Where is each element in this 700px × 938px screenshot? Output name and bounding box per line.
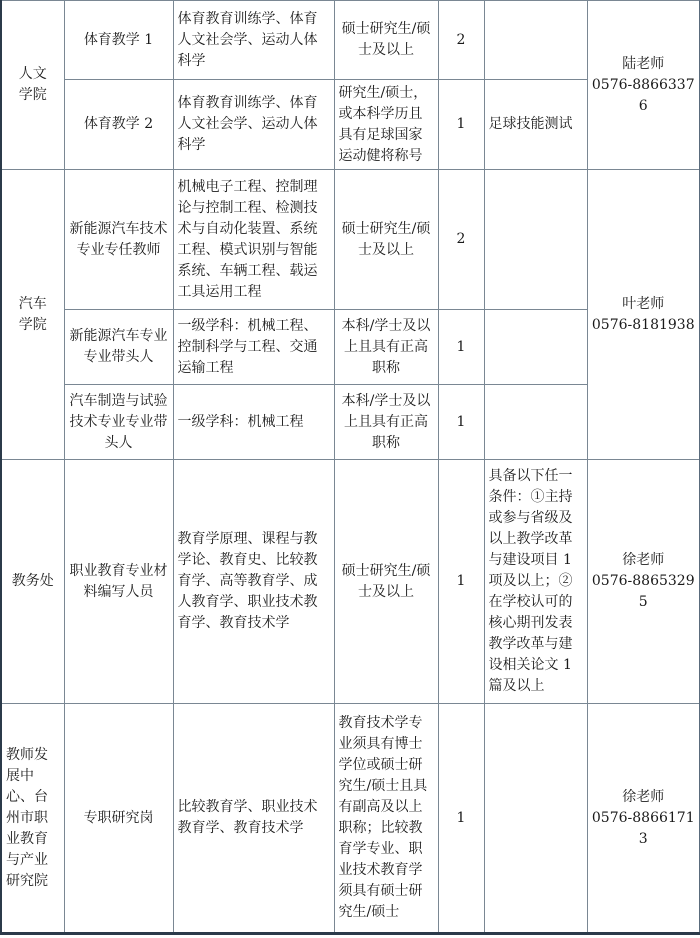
count-cell: 2	[438, 1, 484, 80]
major-cell: 机械电子工程、控制理论与控制工程、检测技术与自动化装置、系统工程、模式识别与智能系统、车辆工程、载运工具运用工程	[173, 170, 334, 310]
position-cell: 新能源汽车技术专业专任教师	[64, 170, 173, 310]
contact-cell: 徐老师 0576-88661713	[587, 704, 700, 934]
count-cell: 1	[438, 460, 484, 704]
major-cell: 教育学原理、课程与教学论、教育史、比较教育学、高等教育学、成人教育学、职业技术教育学、教育技术学	[173, 460, 334, 704]
contact-cell: 徐老师 0576-88653295	[587, 460, 700, 704]
college-cell: 教务处	[1, 460, 64, 704]
other-cell	[484, 170, 587, 310]
major-cell: 体育教育训练学、体育人文社会学、运动人体科学	[173, 1, 334, 80]
college-cell: 人文 学院	[1, 1, 64, 170]
contact-cell: 叶老师 0576-8181938	[587, 170, 700, 460]
count-cell: 1	[438, 310, 484, 385]
education-cell: 硕士研究生/硕士及以上	[334, 170, 438, 310]
other-cell: 具备以下任一条件：①主持或参与省级及以上教学改革与建设项目 1 项及以上；②在学校认可的核心期刊发表教学改革与建设相关论文 1 篇及以上	[484, 460, 587, 704]
major-cell: 体育教育训练学、体育人文社会学、运动人体科学	[173, 80, 334, 170]
table-row	[1, 704, 700, 934]
other-cell	[484, 1, 587, 80]
position-cell: 职业教育专业材料编写人员	[64, 460, 173, 704]
other-cell: 足球技能测试	[484, 80, 587, 170]
other-cell	[484, 385, 587, 460]
other-cell	[484, 704, 587, 934]
position-cell: 体育教学 1	[64, 1, 173, 80]
count-cell: 1	[438, 704, 484, 934]
college-cell: 汽车 学院	[1, 170, 64, 460]
contact-cell: 陆老师 0576-88663376	[587, 1, 700, 170]
position-cell: 汽车制造与试验技术专业专业带头人	[64, 385, 173, 460]
position-cell: 体育教学 2	[64, 80, 173, 170]
count-cell: 2	[438, 170, 484, 310]
table-row	[1, 460, 700, 704]
education-cell: 本科/学士及以上且具有正高职称	[334, 310, 438, 385]
position-cell: 专职研究岗	[64, 704, 173, 934]
education-cell: 教育技术学专业须具有博士学位或硕士研究生/硕士且具有副高及以上职称；比较教育学专业、职业技术教育学须具有硕士研究生/硕士	[334, 704, 438, 934]
other-cell	[484, 310, 587, 385]
position-cell: 新能源汽车专业专业带头人	[64, 310, 173, 385]
count-cell: 1	[438, 80, 484, 170]
table-row	[1, 170, 700, 310]
education-cell: 本科/学士及以上且具有正高职称	[334, 385, 438, 460]
major-cell: 一级学科：机械工程	[173, 385, 334, 460]
college-cell: 教师发展中心、台州市职业教育与产业研究院	[1, 704, 64, 934]
major-cell: 一级学科：机械工程、控制科学与工程、交通运输工程	[173, 310, 334, 385]
major-cell: 比较教育学、职业技术教育学、教育技术学	[173, 704, 334, 934]
count-cell: 1	[438, 385, 484, 460]
table-row	[1, 1, 700, 80]
education-cell: 研究生/硕士，或本科学历且具有足球国家运动健将称号	[334, 80, 438, 170]
education-cell: 硕士研究生/硕士及以上	[334, 460, 438, 704]
education-cell: 硕士研究生/硕士及以上	[334, 1, 438, 80]
